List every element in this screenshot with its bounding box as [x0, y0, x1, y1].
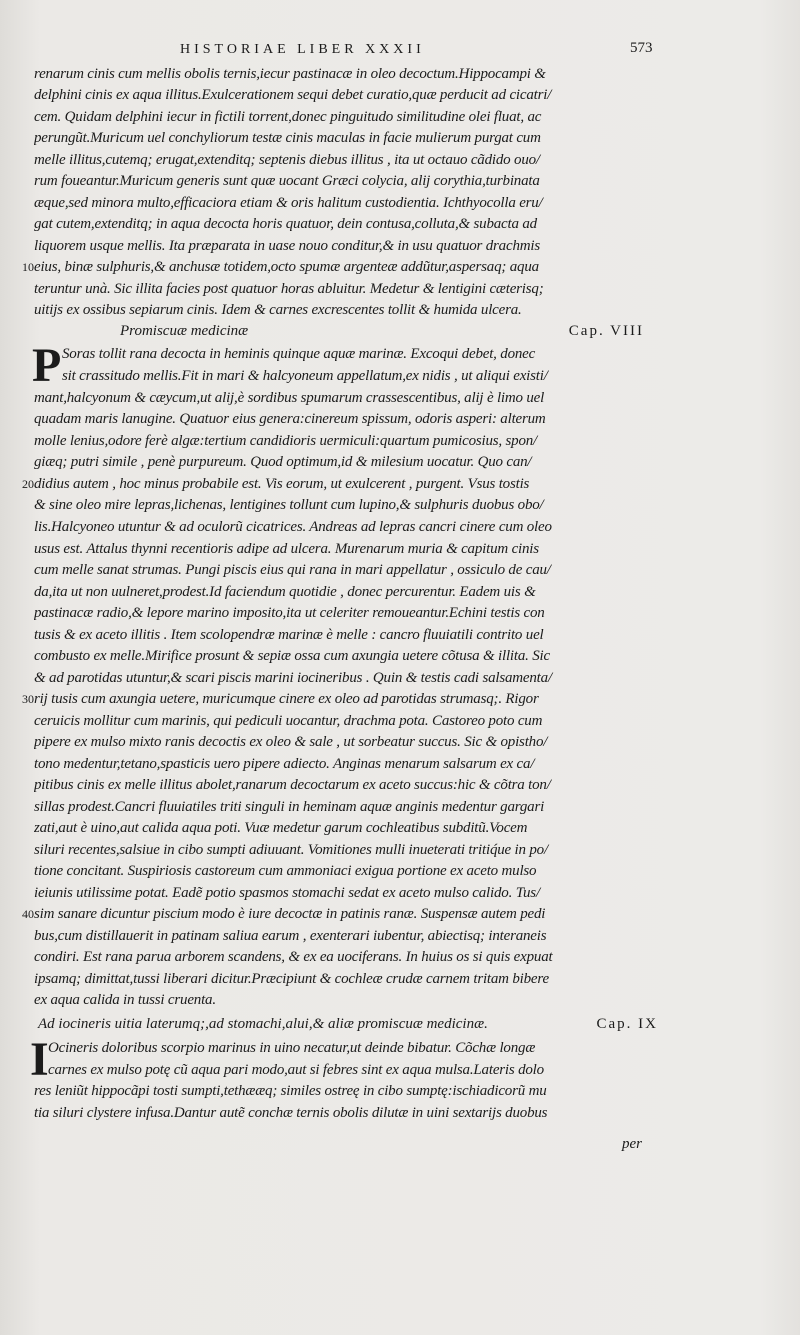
margin-line-number: 20 [22, 477, 34, 491]
text-line: carnes ex mulso potę cũ aqua pari modo,aut si febres sint ex aqua mulsa.Lateris dolo [48, 1062, 544, 1078]
chapter-title: Promiscuæ medicinæ [120, 323, 249, 339]
text-line: teruntur unà. Sic illita facies post quatuor horas abluitur. Medetur & lentigini cæterisq; [34, 281, 544, 297]
text-line: condiri. Est rana parua arborem scandens, & ex ea uociferans. In huius os si quis expuat [34, 949, 553, 965]
text-line: rum foueantur.Muricum generis sunt quæ uocant Græci colycia, alij corythia,turbinata [34, 173, 540, 189]
text-line: sit crassitudo mellis.Fit in mari & halcyoneum appellatum,ex nidis , ut aliqui existi/ [62, 368, 548, 384]
text-line: ex aqua calida in tussi cruenta. [34, 992, 216, 1008]
text-line: siluri recentes,salsiue in cibo sumpti adiuuant. Vomitiones mulli inueterati tritiq́ue in po/ [34, 842, 548, 858]
text-line: da,ita ut non uulneret,prodest.Id faciendum quotidie , donec percurentur. Eadem uis & [34, 584, 536, 600]
chapter-title: Ad iocineris uitia laterumq;,ad stomachi,alui,& aliæ promiscuæ medicinæ. [38, 1016, 488, 1032]
text-line: ipsamq; dimittat,tussi liberari dicitur.Præcipiunt & cochleæ crudæ carnem tritam bibere [34, 971, 549, 987]
catchword: per [622, 1136, 642, 1152]
text-line: tusis & ex aceto illitis . Item scolopendræ marinæ è melle : cancro fluuiatili contrito uel [34, 627, 544, 643]
text-line: gat cutem,extenditq; in aqua decocta horis quatuor, dein contusa,colluta,& subacta ad [34, 216, 537, 232]
chapter-number: Cap. IX [596, 1016, 658, 1032]
running-head: HISTORIAE LIBER XXXII [180, 42, 425, 57]
text-line: zati,aut è uino,aut calida aqua poti. Vuæ medetur garum cochleatibus subditũ.Vocem [34, 820, 528, 836]
text-line: res leniũt hippocãpi tosti sumpti,tethææq; similes ostreę in cibo sumptę:ischiadicorũ mu [34, 1083, 547, 1099]
text-line: ieiunis utilissime potat. Eadẽ potio spasmos stomachi sedat ex aceto mulso calido. Tus/ [34, 885, 540, 901]
text-line: mant,halcyonum & cæycum,ut alij,è sordibus spumarum crassescentibus, alij è limo uel [34, 390, 545, 406]
margin-line-number: 30 [22, 692, 34, 706]
drop-capital: I [30, 1033, 49, 1086]
folio-number: 573 [630, 40, 653, 56]
text-line: lis.Halcyoneo utuntur & ad oculorũ cicatrices. Andreas ad lepras cancri cinere cum oleo [34, 519, 552, 535]
text-line: ceruicis mollitur cum marinis, qui pediculi uocantur, drachma pota. Castoreo poto cum [34, 713, 543, 729]
text-line: didius autem , hoc minus probabile est. Vis eorum, ut exulcerent , purgent. Vsus tostis [34, 476, 530, 492]
text-line: eius, binæ sulphuris,& anchusæ totidem,octo spumæ argenteæ addũtur,aspersaq; aqua [34, 259, 539, 275]
text-line: tione concitant. Suspiriosis castoreum cum ammoniaci exigua portione ex aceto mulso [34, 863, 537, 879]
chapter-heading-8 [34, 323, 654, 343]
text-line: delphini cinis ex aqua illitus.Exulcerationem sequi debet curatio,quæ perducit ad cicatri/ [34, 87, 552, 103]
text-line: & ad parotidas utuntur,& scari piscis marini iocineribus . Quin & testis cadi salsamenta/ [34, 670, 552, 686]
text-line: usus est. Attalus thynni recentioris adipe ad ulcera. Murenarum muria & capitum cinis [34, 541, 539, 557]
text-line: perungũt.Muricum uel conchyliorum testæ cinis maculas in facie mulierum purgat cum [34, 130, 541, 146]
page-header [0, 40, 800, 66]
text-line: pitibus cinis ex melle illitus abolet,ranarum decoctarum ex aceto succus:hic & cõtra ton/ [34, 777, 551, 793]
text-line: tia siluri clystere infusa.Dantur autẽ conchæ ternis obolis dilutæ in uini sextarijs duobus [34, 1105, 548, 1121]
text-line: rij tusis cum axungia uetere, muricumque cinere ex oleo ad parotidas strumasq;. Rigor [34, 691, 539, 707]
drop-capital: P [32, 339, 62, 392]
text-line: pastinacæ radio,& lepore marino imposito,ita ut celeriter remoueantur.Echini testis con [34, 605, 545, 621]
text-line: molle lenius,odore ferè algæ:tertium candidioris uermiculi:quartum pumicosius, spon/ [34, 433, 538, 449]
text-line: pipere ex mulso mixto ranis decoctis ex oleo & sale , ut sorbeatur succus. Sic & opistho/ [34, 734, 548, 750]
text-line: Ocineris doloribus scorpio marinus in uino necatur,ut deinde bibatur. Cõchæ longæ [48, 1040, 536, 1056]
text-line: Soras tollit rana decocta in heminis quinque aquæ marinæ. Excoqui debet, donec [62, 346, 536, 362]
text-line: melle illitus,cutemq; erugat,extenditq; septenis diebus illitus , ita ut octauo cãdido ouo/ [34, 152, 540, 168]
text-line: æque,sed minora multo,efficaciora etiam & oris halitum custodientia. Ichthyocolla eru/ [34, 195, 543, 211]
text-line: liquorem usque mellis. Ita præparata in uase nouo conditur,& in usu quatuor drachmis [34, 238, 540, 254]
chapter-heading-9 [34, 1016, 658, 1036]
text-line: giæq; putri simile , penè purpureum. Quod optimum,id & milesium uocatur. Quo can/ [34, 454, 532, 470]
margin-line-number: 40 [22, 907, 34, 921]
text-line: sim sanare dicuntur piscium modo è iure decoctæ in patinis ranæ. Suspensæ autem pedi [34, 906, 546, 922]
text-line: tono medentur,tetano,spasticis uero pipere adiecto. Anginas menarum salsarum ex ca/ [34, 756, 535, 772]
margin-line-number: 10 [22, 260, 34, 274]
text-line: renarum cinis cum mellis obolis ternis,iecur pastinacæ in oleo decoctum.Hippocampi & [34, 66, 546, 82]
text-line: quadam maris lanugine. Quatuor eius genera:cinereum spissum, odoris asperi: alterum [34, 411, 546, 427]
text-line: combusto ex melle.Mirifice prosunt & sepiæ ossa cum axungia uetere cõtusa & illita. Sic [34, 648, 550, 664]
text-line: bus,cum distillauerit in patinam saliua earum , exenterari iubentur, abiectisq; interaneis [34, 928, 547, 944]
text-line: cum melle sanat strumas. Pungi piscis eius qui rana in mari appellatur , ossiculo de cau/ [34, 562, 551, 578]
text-line: & sine oleo mire lepras,lichenas, lentigines tollunt cum lupino,& sulphuris duobus obo/ [34, 497, 544, 513]
chapter-number: Cap. VIII [568, 323, 644, 339]
text-line: cem. Quidam delphini iecur in fictili torrent,donec pinguitudo similitudine olei fluat, ac [34, 109, 542, 125]
text-line: sillas prodest.Cancri fluuiatiles triti singuli in heminam aquæ anginis medentur gargari [34, 799, 545, 815]
text-line: uitijs ex ossibus sepiarum cinis. Idem & carnes excrescentes tollit & humida ulcera. [34, 302, 522, 318]
